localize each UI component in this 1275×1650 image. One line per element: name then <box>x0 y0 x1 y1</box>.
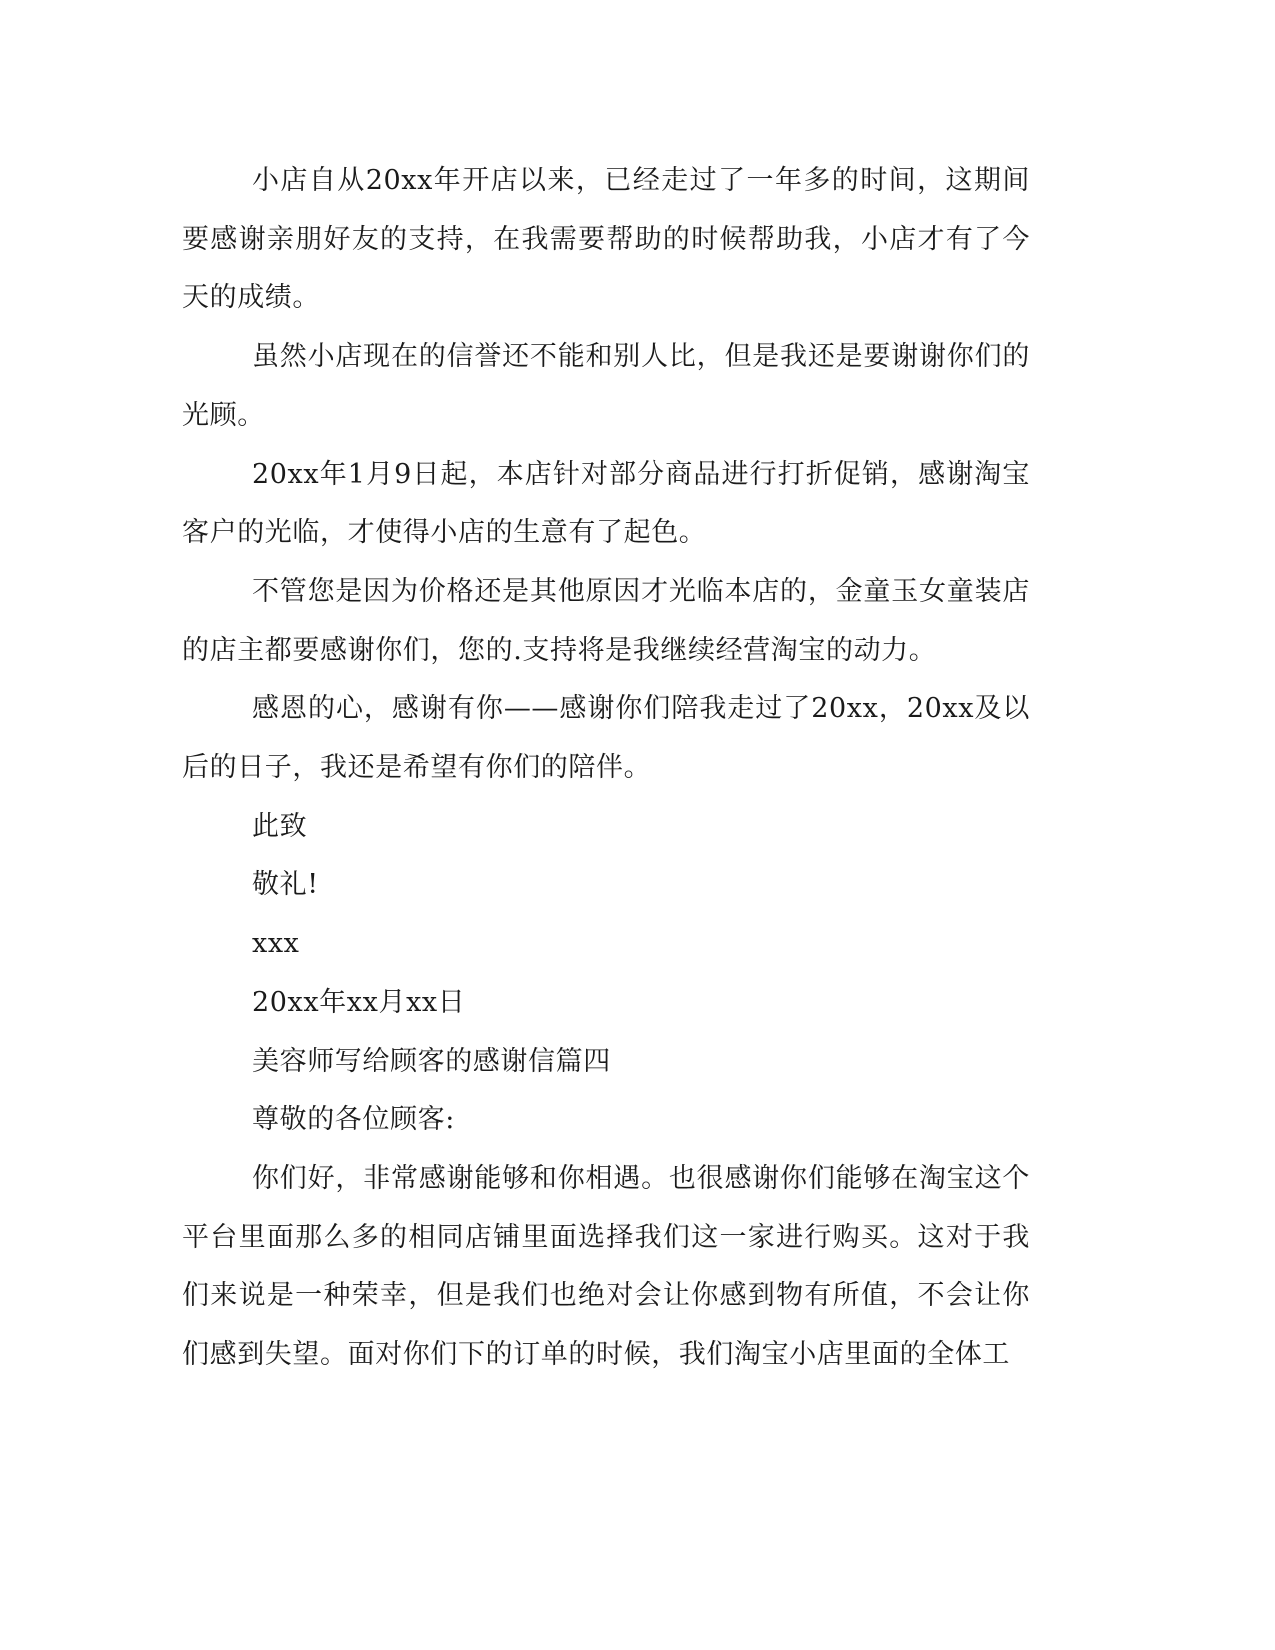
salute-line: 敬礼! <box>252 869 319 901</box>
paragraph-body: 你们好，非常感谢能够和你相遇。也很感谢你们能够在淘宝这个平台里面那么多的相同店铺里面选择我们这一家进行购买。这对于我们来说是一种荣幸，但是我们也绝对会让你感到物有所值，不会让你们感到失望。面对你们下的订单的时候，我们淘宝小店里面的全体工 <box>182 1162 1030 1371</box>
date-line: 20xx年xx月xx日 <box>252 986 466 1018</box>
greeting-line: 尊敬的各位顾客: <box>252 1104 455 1136</box>
paragraph-thankful-heart: 感恩的心，感谢有你——感谢你们陪我走过了20xx，20xx及以后的日子，我还是希望有你们的陪伴。 <box>182 693 1030 784</box>
closing-line: 此致 <box>252 810 308 842</box>
paragraph-reputation: 虽然小店现在的信誉还不能和别人比，但是我还是要谢谢你们的光顾。 <box>182 341 1030 431</box>
section-title: 美容师写给顾客的感谢信篇四 <box>252 1045 611 1077</box>
paragraph-promotion: 20xx年1月9日起，本店针对部分商品进行打折促销，感谢淘宝客户的光临，才使得小店的生意有了起色。 <box>182 458 1030 549</box>
paragraph-gratitude: 不管您是因为价格还是其他原因才光临本店的，金童玉女童装店的店主都要感谢你们，您的.支持将是我继续经营淘宝的动力。 <box>182 575 1030 666</box>
signature-line: xxx <box>252 928 300 960</box>
paragraph-opening: 小店自从20xx年开店以来，已经走过了一年多的时间，这期间要感谢亲朋好友的支持，在我需要帮助的时候帮助我，小店才有了今天的成绩。 <box>182 165 1030 314</box>
letter-body <box>182 152 1030 1385</box>
